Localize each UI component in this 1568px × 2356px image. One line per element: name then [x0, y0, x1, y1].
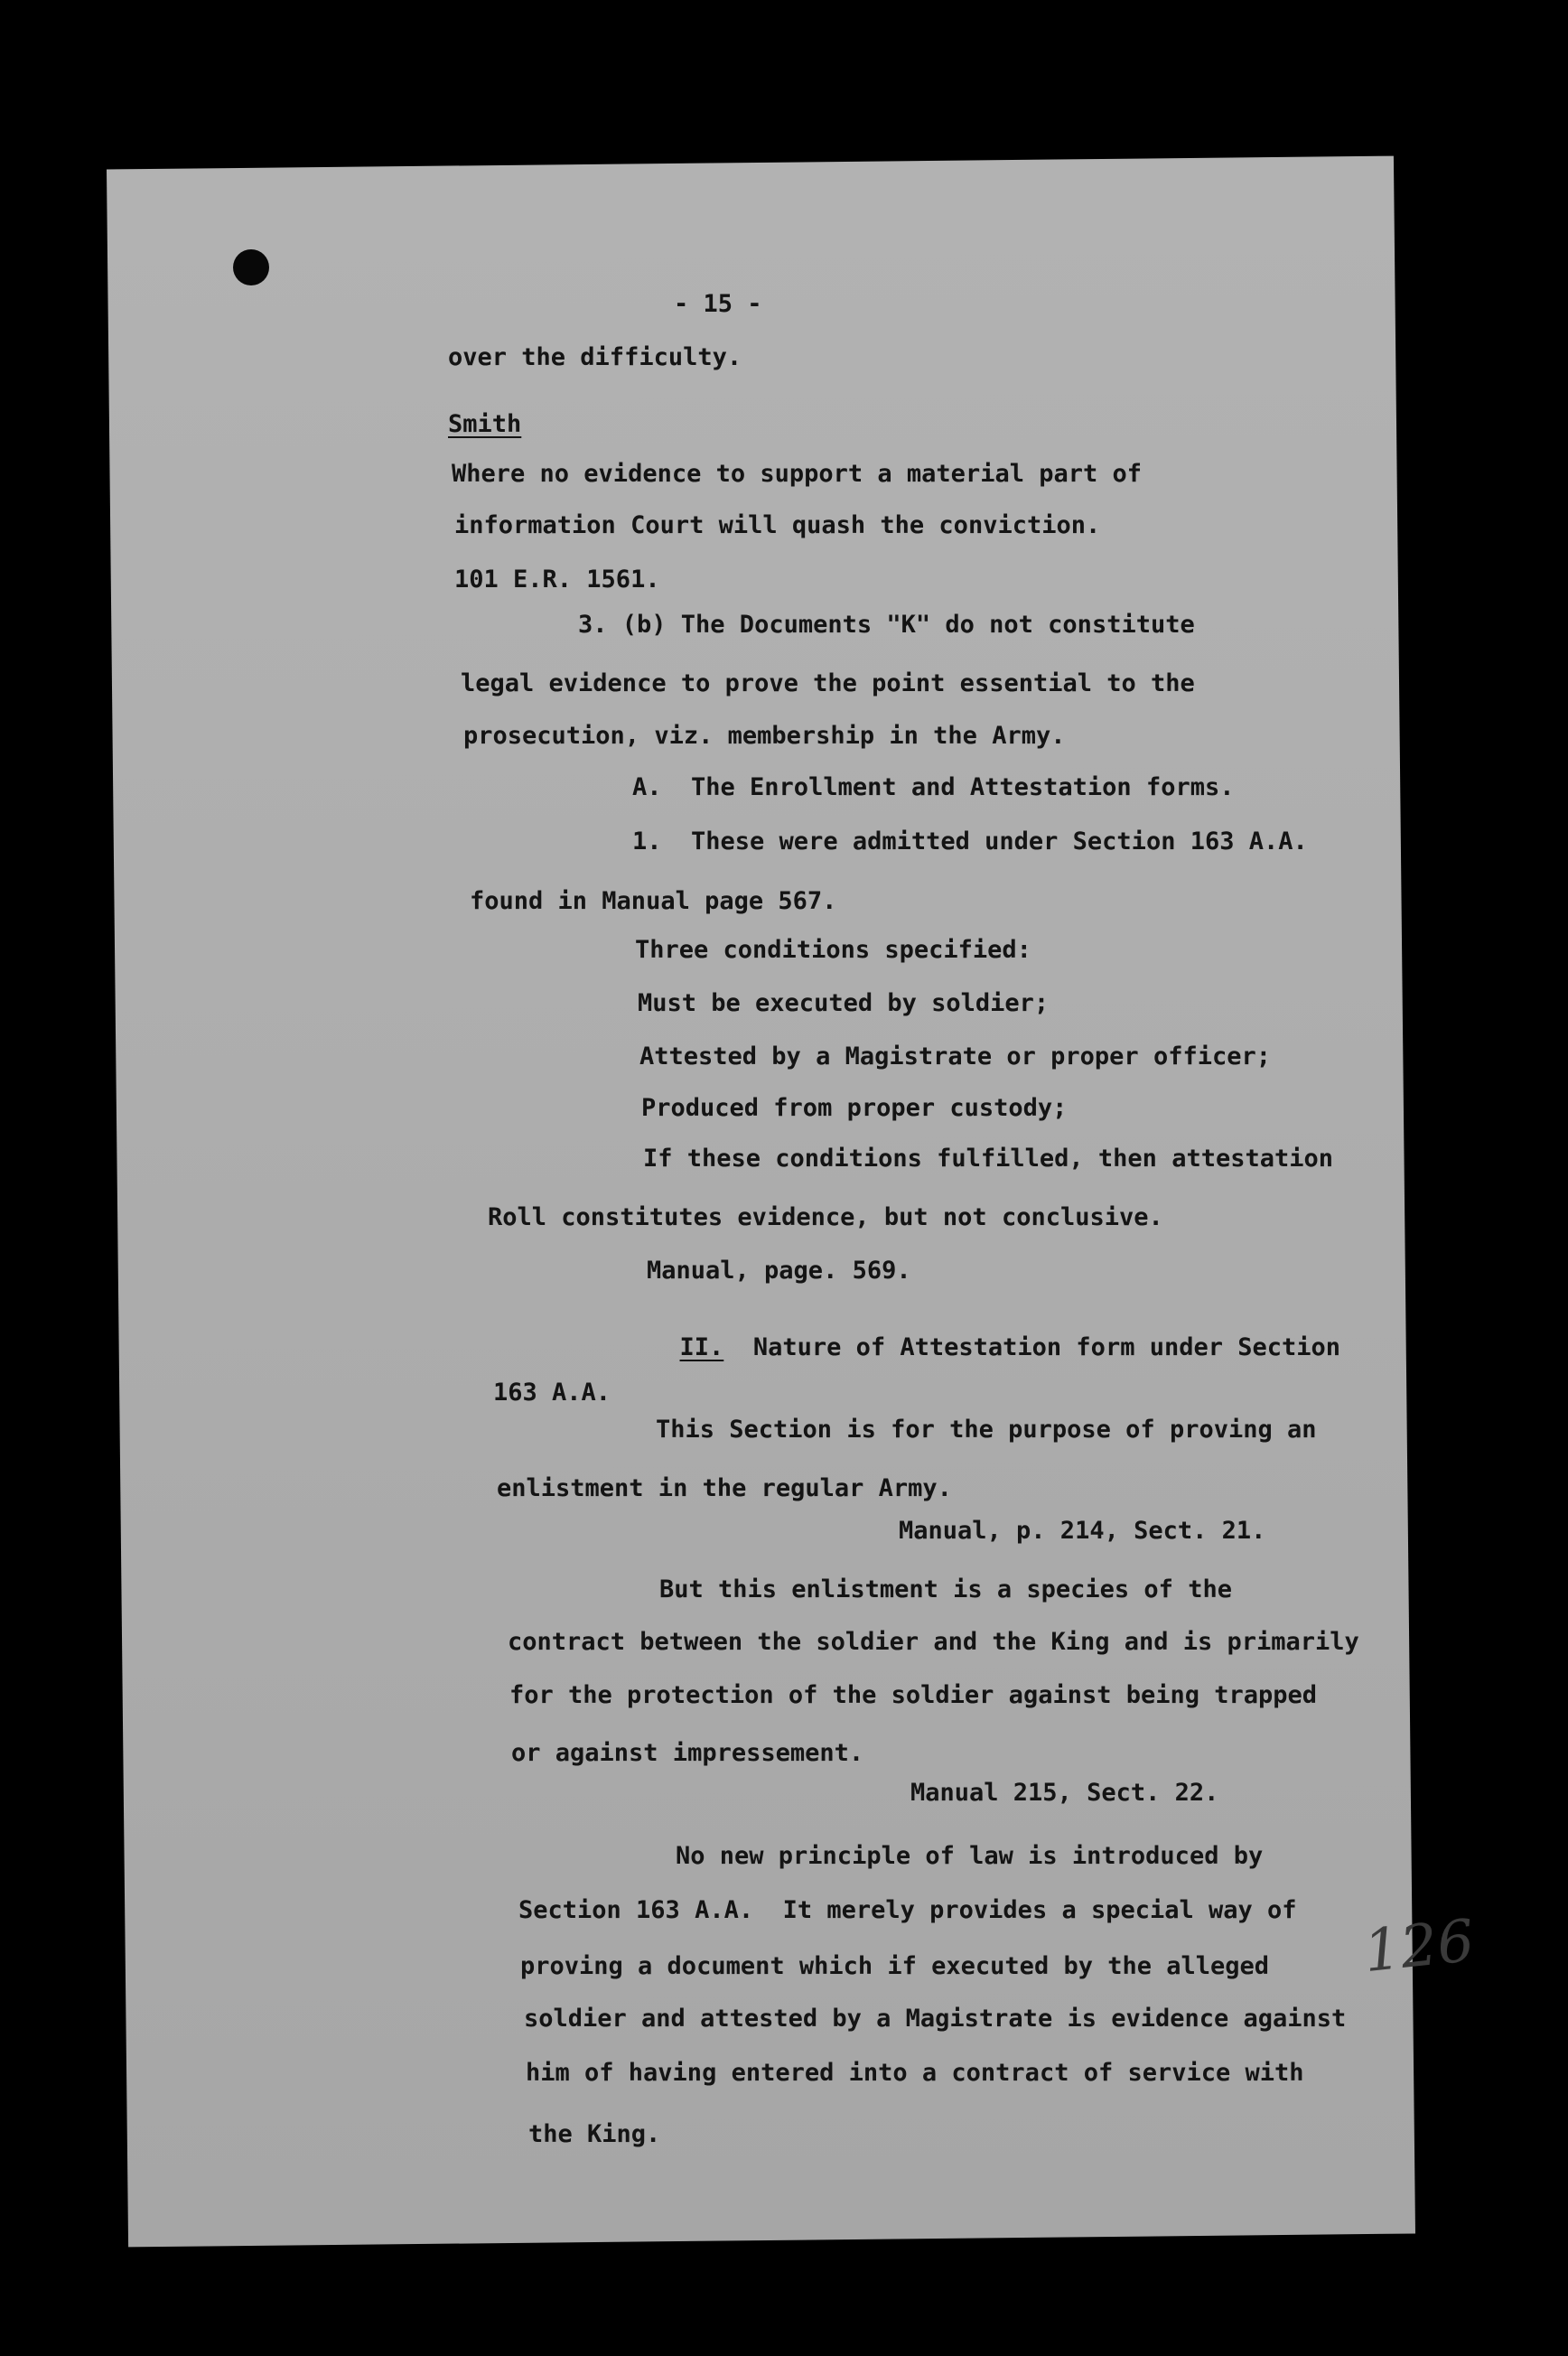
text-line: over the difficulty.	[448, 343, 742, 371]
text-line: contract between the soldier and the King and is primarily	[508, 1628, 1359, 1656]
text-line: information Court will quash the conviction.	[454, 511, 1101, 539]
text-line: Roll constitutes evidence, but not conclusive.	[488, 1203, 1163, 1231]
text-line: If these conditions fulfilled, then attestation	[643, 1145, 1334, 1173]
text-line: or against impressement.	[511, 1739, 864, 1767]
text-line: A. The Enrollment and Attestation forms.	[632, 773, 1235, 801]
text-line: No new principle of law is introduced by	[676, 1842, 1264, 1870]
section-heading	[650, 1307, 1340, 1361]
text-line: him of having entered into a contract of service with	[526, 2059, 1304, 2087]
citation: Manual 215, Sect. 22.	[910, 1779, 1219, 1807]
text-line: found in Manual page 567.	[470, 887, 837, 915]
text-line: proving a document which if executed by the alleged	[520, 1952, 1270, 1980]
text-line: for the protection of the soldier against being trapped	[509, 1681, 1318, 1709]
text-line: But this enlistment is a species of the	[659, 1575, 1232, 1603]
text-line: Attested by a Magistrate or proper officer;	[639, 1042, 1271, 1070]
text-line: This Section is for the purpose of proving an	[656, 1416, 1317, 1444]
text-line: 3. (b) The Documents "K" do not constitute	[578, 611, 1195, 639]
text-line: the King.	[528, 2120, 661, 2148]
page-number: - 15 -	[674, 290, 762, 318]
citation: Manual, page. 569.	[647, 1257, 911, 1285]
text-line: 1. These were admitted under Section 163 A.A.	[632, 827, 1308, 855]
text-line: enlistment in the regular Army.	[497, 1474, 952, 1502]
punch-hole	[233, 249, 269, 285]
handwritten-folio-number: 126	[1360, 1907, 1478, 1987]
text-line: 163 A.A.	[493, 1379, 611, 1407]
text-line: Produced from proper custody;	[641, 1094, 1068, 1122]
text-line: Three conditions specified:	[635, 936, 1031, 964]
section-title: Nature of Attestation form under Section	[752, 1333, 1341, 1361]
text-line: Section 163 A.A. It merely provides a special way of	[518, 1896, 1297, 1924]
text-line: soldier and attested by a Magistrate is evidence against	[524, 2005, 1347, 2033]
case-heading: Smith	[448, 410, 522, 438]
citation: 101 E.R. 1561.	[454, 566, 660, 594]
text-line: Must be executed by soldier;	[638, 989, 1050, 1017]
text-line: prosecution, viz. membership in the Army.	[463, 722, 1066, 750]
text-line: Where no evidence to support a material part of	[452, 460, 1143, 488]
section-numeral: II.	[679, 1333, 724, 1361]
text-line: legal evidence to prove the point essential to the	[461, 669, 1195, 697]
citation: Manual, p. 214, Sect. 21.	[899, 1517, 1266, 1545]
